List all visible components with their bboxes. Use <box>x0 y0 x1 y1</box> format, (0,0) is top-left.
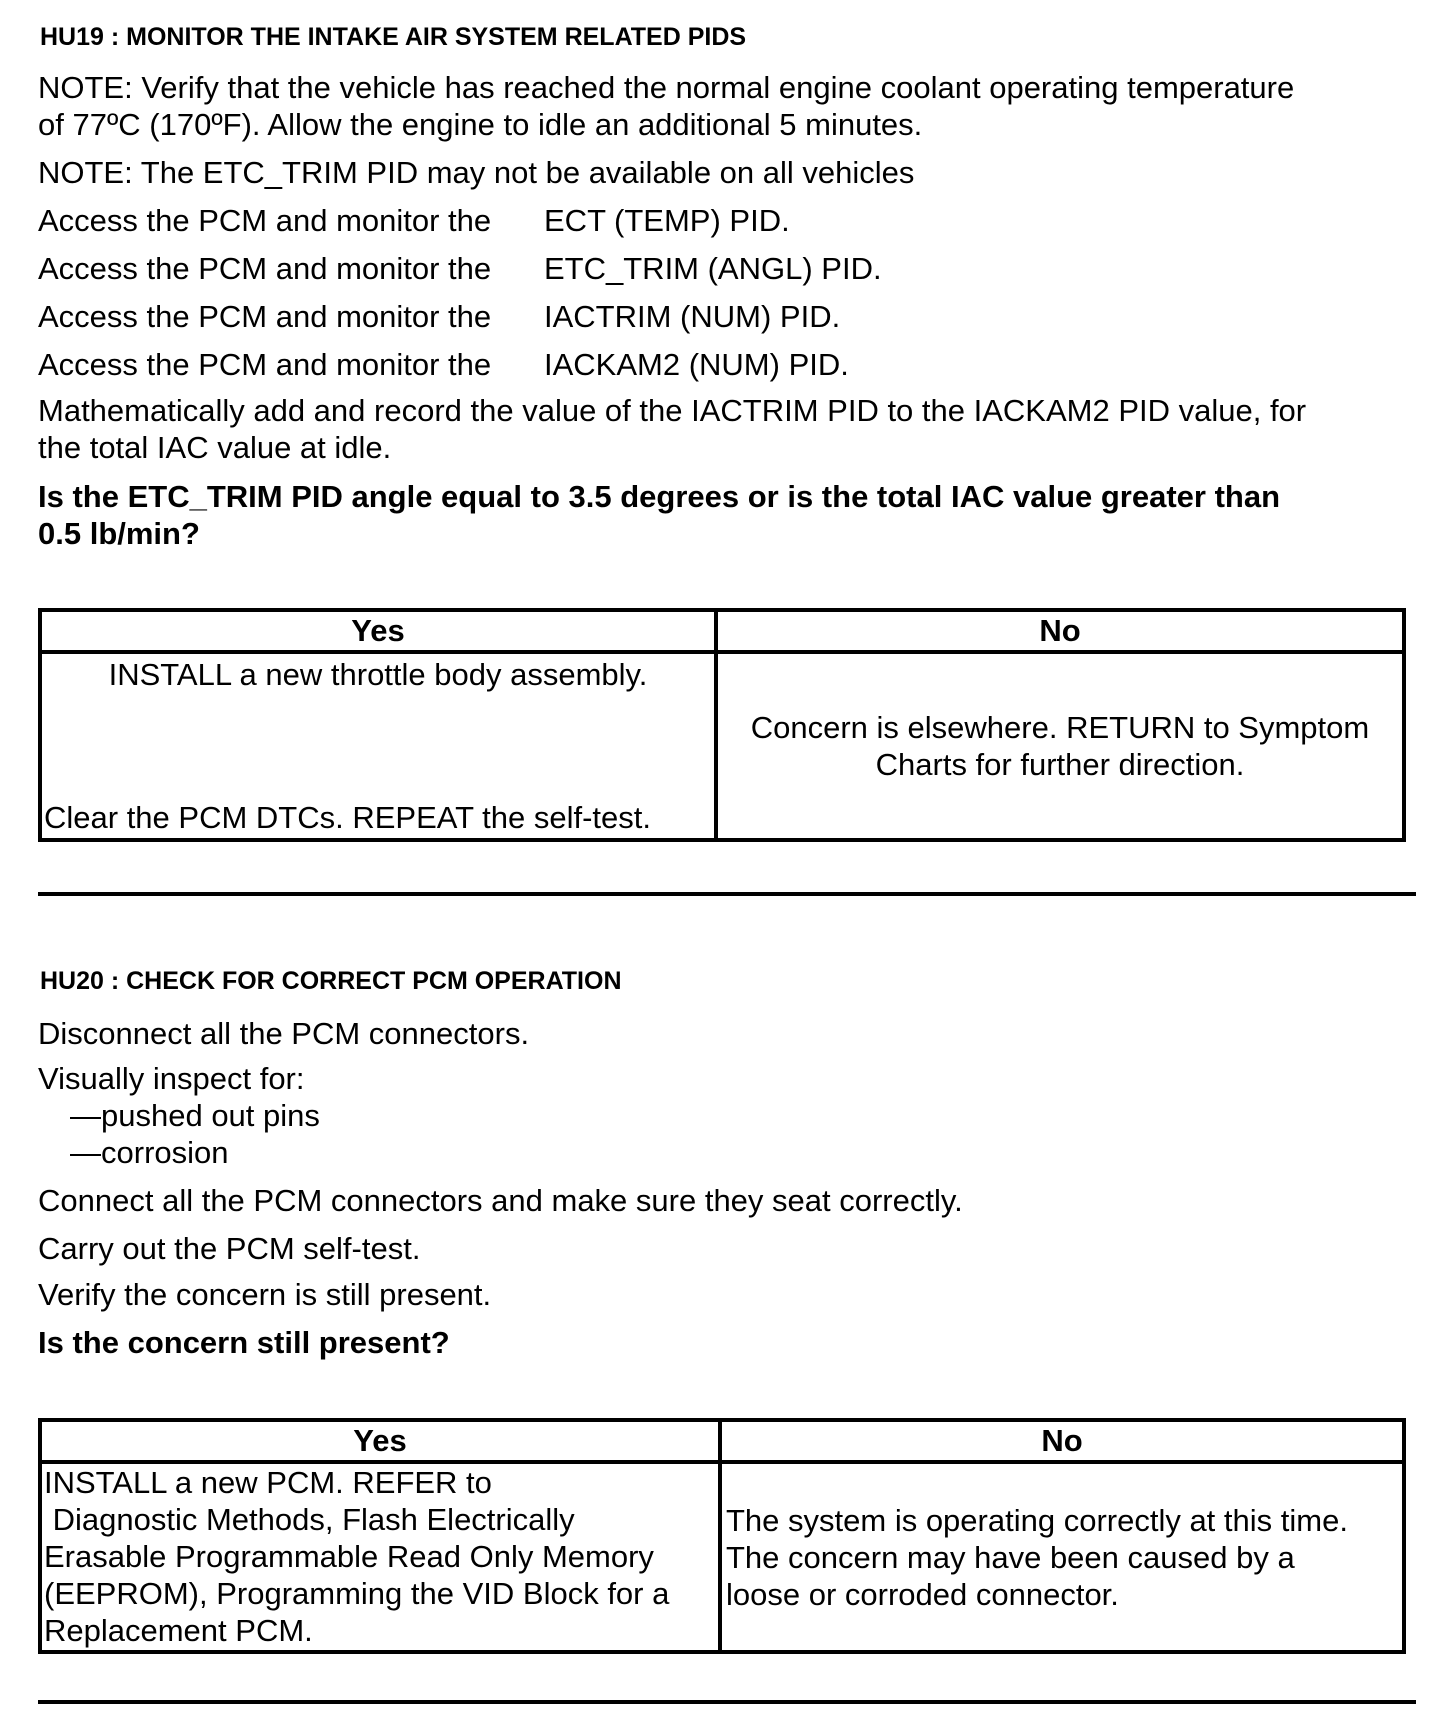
no-line2: Charts for further direction. <box>875 747 1245 782</box>
no-header: No <box>716 610 1404 652</box>
yes-line1: INSTALL a new throttle body assembly. <box>108 657 648 692</box>
access-lead: Access the PCM and monitor the <box>38 299 492 334</box>
no-line: loose or corroded connector. <box>726 1576 1119 1612</box>
hu19-title: HU19 : MONITOR THE INTAKE AIR SYSTEM RELATED PIDS <box>40 23 747 51</box>
access-row-iackam2 <box>38 346 882 394</box>
math-line1: Mathematically add and record the value of the IACTRIM PID to the IACKAM2 PID value, for <box>38 393 1307 428</box>
hu20-question: Is the concern still present? <box>38 1325 450 1360</box>
no-cell <box>720 1462 1404 1652</box>
hu20-disconnect: Disconnect all the PCM connectors. <box>38 1016 530 1051</box>
hu19-note1-line2: of 77ºC (170ºF). Allow the engine to idle an additional 5 minutes. <box>38 107 923 142</box>
table-header-row <box>40 1420 1404 1462</box>
yes-line2: Clear the PCM DTCs. REPEAT the self-test. <box>44 800 651 835</box>
inspect-item-corrosion: —corrosion <box>70 1135 229 1170</box>
hu20-title: HU20 : CHECK FOR CORRECT PCM OPERATION <box>40 967 622 995</box>
question-line1: Is the ETC_TRIM PID angle equal to 3.5 degrees or is the total IAC value greater than <box>38 479 1281 514</box>
hu19-note1-line1: NOTE: Verify that the vehicle has reached the normal engine coolant operating temperature <box>38 70 1295 105</box>
hu20-selftest: Carry out the PCM self-test. <box>38 1231 421 1266</box>
yes-line: INSTALL a new PCM. REFER to <box>44 1465 492 1500</box>
section-divider-bottom <box>38 1700 1416 1704</box>
access-row-etc-trim <box>38 250 882 298</box>
yes-cell <box>40 1462 720 1652</box>
access-row-iactrim <box>38 298 882 346</box>
hu19-yes-no-table <box>38 608 1406 842</box>
access-item-ect: ECT (TEMP) PID. <box>544 203 790 238</box>
no-header: No <box>720 1420 1404 1462</box>
hu20-yes-no-table <box>38 1418 1406 1654</box>
hu19-math-instruction <box>38 392 1306 466</box>
no-line: The system is operating correctly at this time. <box>726 1502 1348 1538</box>
math-line2: the total IAC value at idle. <box>38 430 392 465</box>
access-item-iactrim: IACTRIM (NUM) PID. <box>544 299 841 334</box>
inspect-item-pins: —pushed out pins <box>70 1098 320 1133</box>
access-item-iackam2: IACKAM2 (NUM) PID. <box>544 347 849 382</box>
access-lead: Access the PCM and monitor the <box>38 203 492 238</box>
hu19-note2: NOTE: The ETC_TRIM PID may not be available on all vehicles <box>38 155 915 190</box>
table-header-row <box>40 610 1404 652</box>
yes-line: Replacement PCM. <box>44 1613 313 1648</box>
hu20-inspect-block <box>38 1060 320 1171</box>
no-cell <box>716 652 1404 840</box>
inspect-label: Visually inspect for: <box>38 1061 305 1096</box>
hu19-access-list <box>38 202 882 394</box>
table-row <box>40 1462 1404 1652</box>
question-line2: 0.5 lb/min? <box>38 516 200 551</box>
hu19-section <box>40 22 1420 52</box>
access-item-etc-trim: ETC_TRIM (ANGL) PID. <box>544 251 882 286</box>
access-row-ect <box>38 202 882 250</box>
no-line1: Concern is elsewhere. RETURN to Symptom <box>750 710 1370 745</box>
no-line: The concern may have been caused by a <box>726 1539 1295 1575</box>
access-lead: Access the PCM and monitor the <box>38 251 492 286</box>
yes-header: Yes <box>40 1420 720 1462</box>
hu19-question <box>38 478 1280 552</box>
yes-line: (EEPROM), Programming the VID Block for a <box>44 1576 670 1611</box>
yes-line: Erasable Programmable Read Only Memory <box>44 1539 654 1574</box>
table-row <box>40 652 1404 840</box>
hu19-note1 <box>38 69 1294 143</box>
yes-header: Yes <box>40 610 716 652</box>
hu20-connect: Connect all the PCM connectors and make sure they seat correctly. <box>38 1183 963 1218</box>
section-divider <box>38 892 1416 896</box>
yes-cell <box>40 652 716 840</box>
yes-line: Diagnostic Methods, Flash Electrically <box>44 1502 575 1537</box>
hu20-verify: Verify the concern is still present. <box>38 1277 492 1312</box>
access-lead: Access the PCM and monitor the <box>38 347 492 382</box>
